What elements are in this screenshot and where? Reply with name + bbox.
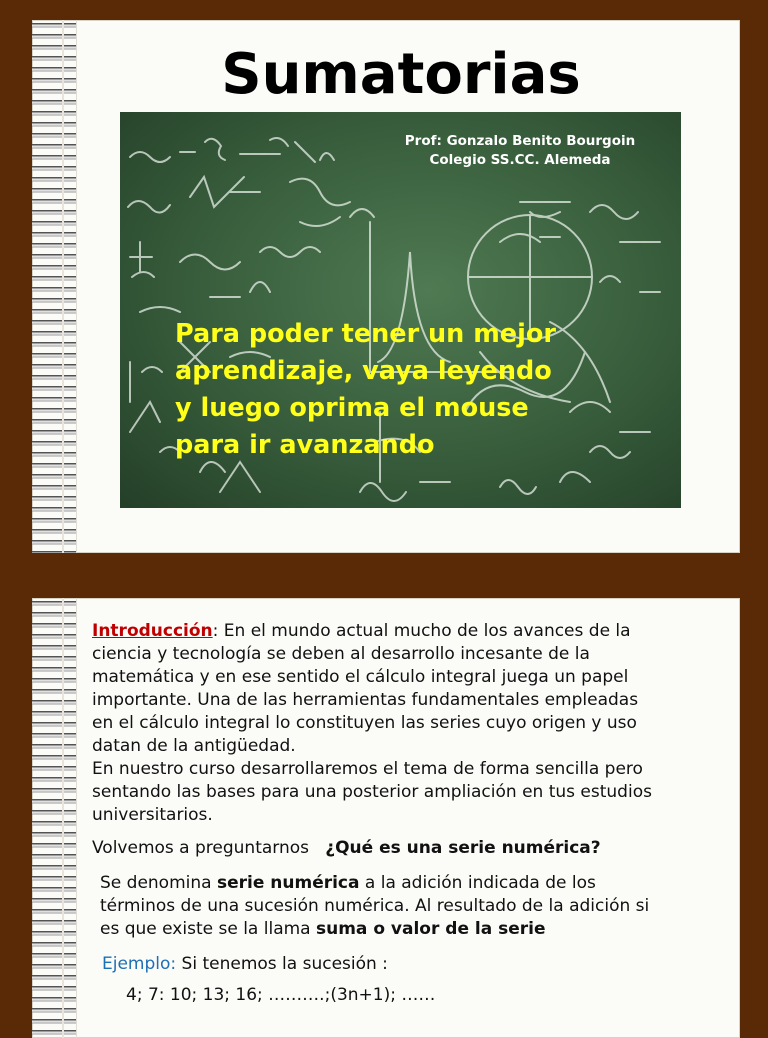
example-line	[102, 953, 732, 976]
intro-line: datan de la antigüedad.	[92, 736, 296, 756]
intro-line: universitarios.	[92, 805, 213, 825]
definition-term: suma o valor de la serie	[316, 919, 546, 939]
author-credits	[375, 132, 665, 170]
intro-line: En nuestro curso desarrollaremos el tema de forma sencilla pero	[92, 759, 643, 779]
intro-line: importante. Una de las herramientas fundamentales empleadas	[92, 690, 639, 710]
definition-text: términos de una sucesión numérica. Al resultado de la adición si	[100, 896, 650, 916]
intro-line: ciencia y tecnología se deben al desarrollo incesante de la	[92, 644, 590, 664]
instruction-line: aprendizaje, vaya leyendo	[175, 356, 552, 386]
instruction-message	[175, 316, 655, 464]
instruction-line: y luego oprima el mouse	[175, 393, 529, 423]
definition-text: a la adición indicada de los	[359, 873, 596, 893]
example-text: Si tenemos la sucesión :	[176, 954, 388, 974]
instruction-line: Para poder tener un mejor	[175, 319, 556, 349]
definition-text: Se denomina	[100, 873, 217, 893]
sequence-line: 4; 7: 10; 13; 16; ……….;(3n+1); ……	[126, 985, 436, 1005]
credit-line: Colegio SS.CC. Alemeda	[429, 152, 611, 168]
intro-line: en el cálculo integral lo constituyen las series cuyo origen y uso	[92, 713, 637, 733]
example-label: Ejemplo:	[102, 954, 177, 974]
intro-line: : En el mundo actual mucho de los avances de la	[212, 621, 631, 641]
question-bold: ¿Qué es una serie numérica?	[325, 838, 601, 858]
question-prefix: Volvemos a preguntarnos	[92, 838, 310, 858]
spiral-binding	[32, 598, 77, 1038]
title-slide	[32, 20, 740, 553]
credit-line: Prof: Gonzalo Benito Bourgoin	[404, 133, 636, 149]
question-line	[92, 837, 732, 860]
definition-text: es que existe se la llama	[100, 919, 316, 939]
intro-heading: Introducción	[92, 621, 213, 641]
slide-content	[92, 620, 732, 1007]
definition-term: serie numérica	[216, 873, 360, 893]
intro-line: sentando las bases para una posterior ampliación en tus estudios	[92, 782, 652, 802]
chalkboard-image	[120, 112, 681, 508]
slide-title: Sumatorias	[221, 42, 581, 107]
intro-line: matemática y en ese sentido el cálculo integral juega un papel	[92, 667, 629, 687]
instruction-line: para ir avanzando	[175, 430, 435, 460]
intro-paragraph	[92, 620, 732, 827]
introduction-slide	[32, 598, 740, 1038]
definition-paragraph	[100, 872, 732, 941]
